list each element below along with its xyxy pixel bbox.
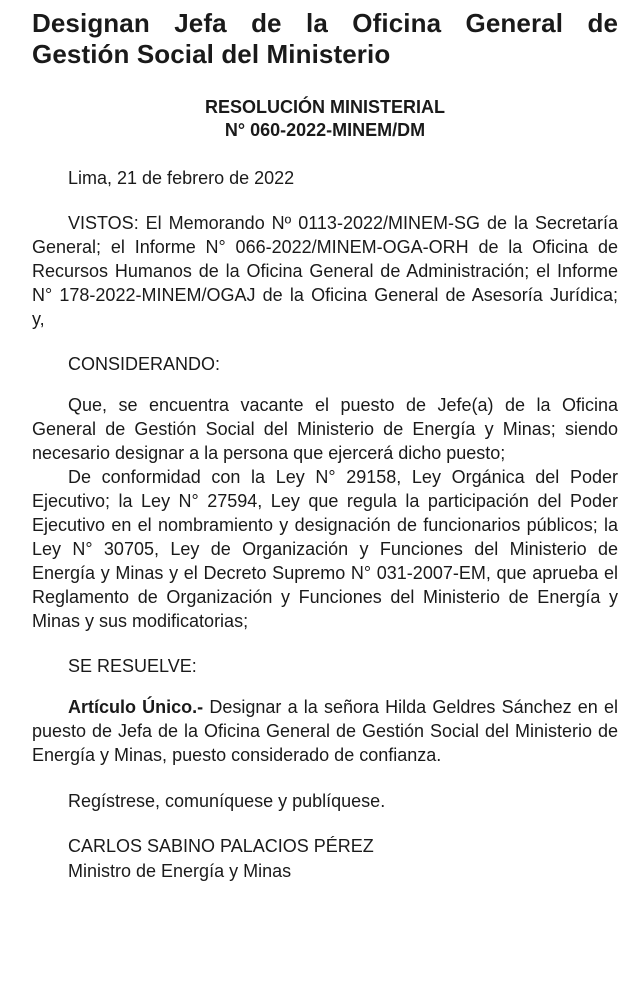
considerando-paragraph-2: De conformidad con la Ley N° 29158, Ley Orgánica del Poder Ejecutivo; la Ley N° 27594, Ley que regula la participación del Poder Ejecutivo en el nombramiento y designación de funcionarios públicos; la Ley N° 30705, Ley de Organización y Funciones del Ministerio de Energía y Minas y el Decreto Supremo N° 031-2007-EM, que aprueba el Reglamento de Organización y Funciones del Ministerio de Energía y Minas y sus modificatorias; [32, 467, 618, 631]
resolution-number: N° 060-2022-MINEM/DM [224, 120, 426, 140]
date-line: Lima, 21 de febrero de 2022 [68, 168, 295, 188]
signatory-name: CARLOS SABINO PALACIOS PÉREZ [68, 836, 374, 856]
headline: Designan Jefa de la Oficina General de Gestión Social del Ministerio [32, 8, 618, 69]
considerando-heading: CONSIDERANDO: [68, 354, 221, 374]
resolution-type: RESOLUCIÓN MINISTERIAL [204, 97, 445, 117]
se-resuelve-heading: SE RESUELVE: [68, 656, 197, 676]
article-paragraph [32, 695, 618, 767]
signature-block [32, 834, 618, 884]
document-page [32, 8, 618, 884]
article-text: Designar a la señora Hilda Geldres Sánchez en el puesto de Jefa de la Oficina General de Gestión Social del Ministerio de Energía y Minas, puesto considerado de confianza. [32, 697, 619, 765]
article-label: Artículo Único.- [68, 697, 204, 717]
closing-line: Regístrese, comuníquese y publíquese. [68, 791, 386, 811]
resolution-header [32, 96, 618, 142]
considerando-paragraph-1: Que, se encuentra vacante el puesto de Jefe(a) de la Oficina General de Gestión Social del Ministerio de Energía y Minas; siendo necesario designar a la persona que ejercerá dicho puesto; [32, 395, 618, 463]
vistos-paragraph: VISTOS: El Memorando Nº 0113-2022/MINEM-SG de la Secretaría General; el Informe N° 066-2022/MINEM-OGA-ORH de la Oficina de Recursos Humanos de la Oficina General de Administración; el Informe N° 178-2022-MINEM/OGAJ de la Oficina General de Asesoría Jurídica; y, [32, 213, 618, 329]
signatory-title: Ministro de Energía y Minas [68, 861, 292, 881]
